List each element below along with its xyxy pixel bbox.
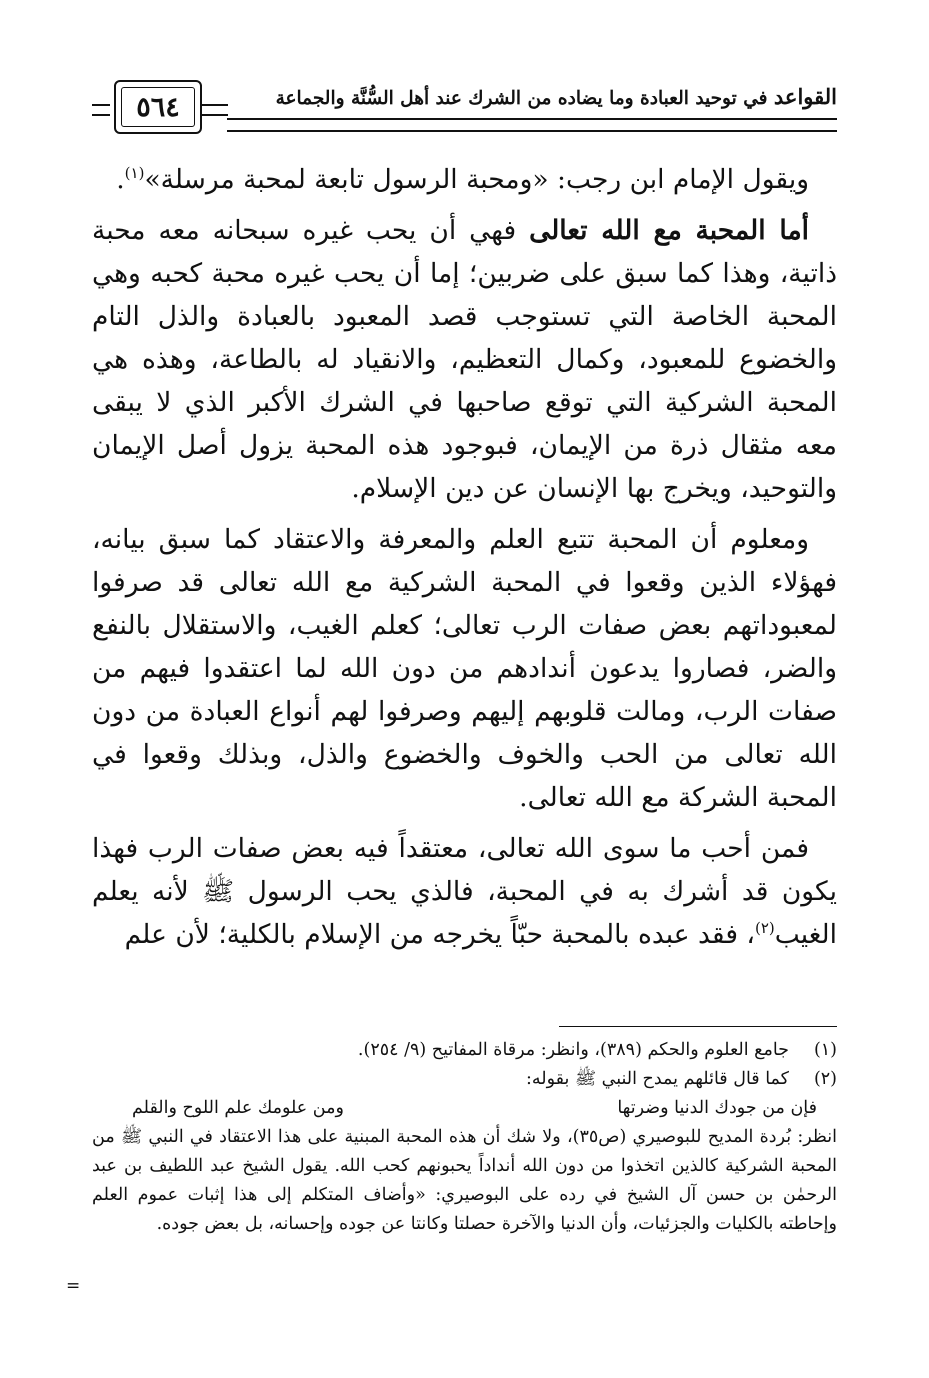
paragraph-text: فهي أن يحب غيره سبحانه معه محبة ذاتية، وهذا كما سبق على ضربين؛ إما أن يحب غيره محبة كحبه وهي المحبة الخاصة التي تستوجب قصد المعبود بالعبادة والذل التام والخضوع للمعبود، وكمال التعظيم، والانقياد له بالطاعة، وهذه هي المحبة الشركية التي توقع صاحبها في الشرك الأكبر الذي لا يبقى معه مثقال ذرة من الإيمان، فبوجود هذه المحبة يزول أصل الإيمان والتوحيد، ويخرج بها الإنسان عن دين الإسلام. xyxy=(92,215,837,504)
footnote-ref-1: (١) xyxy=(124,164,145,183)
footnote-number: (١) xyxy=(813,1040,837,1060)
page-number-frame xyxy=(114,80,202,134)
footnotes xyxy=(92,1036,837,1239)
paragraph-1 xyxy=(92,158,837,201)
running-title-prefix: القواعد xyxy=(773,84,837,109)
footnote-1 xyxy=(92,1036,837,1065)
running-title xyxy=(227,84,837,109)
footnote-2 xyxy=(92,1065,837,1094)
footnote-text: جامع العلوم والحكم (٣٨٩)، وانظر: مرقاة المفاتيح (٩/ ٢٥٤). xyxy=(357,1040,789,1060)
paragraph-text: فمن أحب ما سوى الله تعالى، معتقداً فيه بعض صفات الرب فهذا يكون قد أشرك به في المحبة، فالذي يحب الرسول ﷺ لأنه يعلم الغيب xyxy=(92,833,837,950)
paragraph-3 xyxy=(92,518,837,819)
paragraph-lead: أما المحبة مع الله تعالى xyxy=(529,215,810,246)
footnote-2-body: انظر: بُردة المديح للبوصيري (ص٣٥)، ولا شك أن هذه المحبة المبنية على هذا الاعتقاد في النبي ﷺ من المحبة الشركية كالذين اتخذوا من دون الله أنداداً يحبونهم كحب الله. يقول الشيخ عبد اللطيف بن عبد الرحمٰن بن حسن آل الشيخ في رده على البوصيري: «وأضاف المتكلم إلى هذا إثبات عموم العلم وإحاطته بالكليات والجزئيات، وأن الدنيا والآخرة حصلتا وكانتا عن جوده وإحسانه، بل بعض جوده. xyxy=(92,1127,838,1234)
verse-hemistich-second: ومن علومك علم اللوح والقلم xyxy=(132,1098,344,1118)
header-ornament-right xyxy=(202,104,228,116)
footnote-number: (٢) xyxy=(813,1069,837,1089)
paragraph-text: ومعلوم أن المحبة تتبع العلم والمعرفة والاعتقاد كما سبق بيانه، فهؤلاء الذين وقعوا في المحبة الشركية مع الله تعالى قد صرفوا لمعبوداتهم بعض صفات الرب تعالى؛ كعلم الغيب، والاستقلال بالنفع والضر، فصاروا يدعون أندادهم من دون الله لما اعتقدوا فيهم من صفات الرب، ومالت قلوبهم إليهم وصرفوا لهم أنواع العبادة من دون الله تعالى من الحب والخوف والخضوع والذل، وبذلك وقعوا في المحبة الشركة مع الله تعالى. xyxy=(92,524,837,813)
paragraph-2 xyxy=(92,209,837,510)
paragraph-text: ويقول الإمام ابن رجب: «ومحبة الرسول تابعة لمحبة مرسلة» xyxy=(144,164,809,195)
page-number-box xyxy=(92,78,230,138)
page-number: ٥٦٤ xyxy=(121,87,195,127)
footnote-intro: كما قال قائلهم يمدح النبي ﷺ بقوله: xyxy=(526,1069,789,1089)
header-double-rule xyxy=(227,118,837,132)
running-header xyxy=(92,78,837,148)
running-title-rest: في توحيد العبادة وما يضاده من الشرك عند أهل السُّنَّة والجماعة xyxy=(275,88,774,109)
header-ornament-left xyxy=(92,104,110,116)
paragraph-4 xyxy=(92,827,837,956)
paragraph-tail: ، فقد عبده بالمحبة حبّاً يخرجه من الإسلام بالكلية؛ لأن علم xyxy=(124,919,755,950)
footnote-ref-2: (٢) xyxy=(754,919,775,938)
verse-hemistich-first: فإن من جودك الدنيا وضرتها xyxy=(617,1098,817,1118)
poem-verse xyxy=(92,1094,837,1123)
footnote-separator xyxy=(559,1026,837,1027)
paragraph-tail: . xyxy=(116,164,125,195)
continued-mark: = xyxy=(66,1276,81,1296)
main-text xyxy=(92,158,837,964)
